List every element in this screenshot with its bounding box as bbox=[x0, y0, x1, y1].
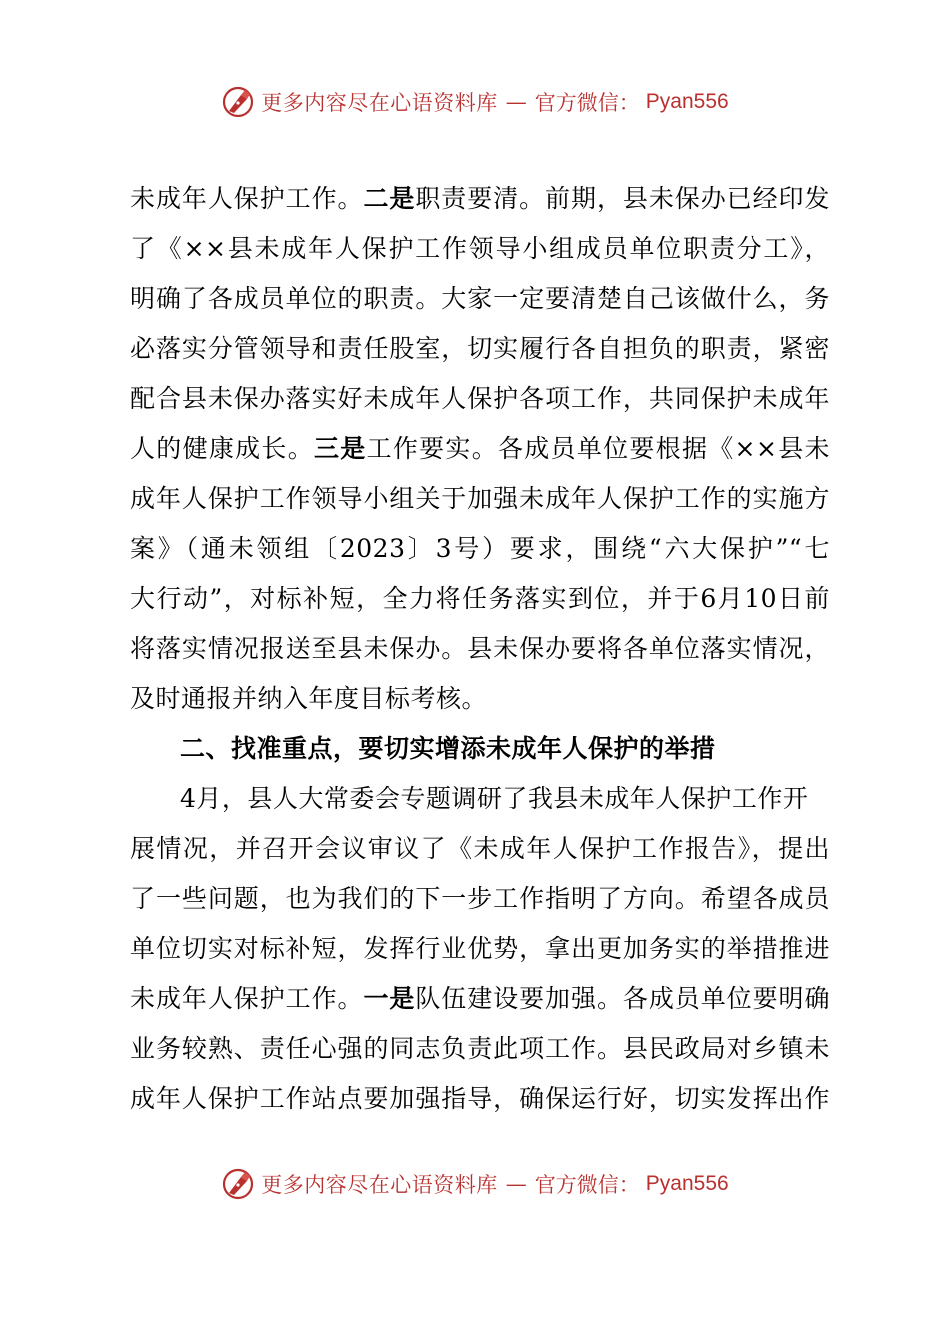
text-line: 单位切实对标补短，发挥行业优势，拿出更加务实的举措推进 bbox=[130, 934, 830, 963]
text-line: 大行动”，对标补短，全力将任务落实到位，并于6月10日前 bbox=[130, 584, 830, 613]
text-line: 未成年人保护工作。二是职责要清。前期，县未保办已经印发 bbox=[130, 184, 830, 213]
text-line: 成年人保护工作领导小组关于加强未成年人保护工作的实施方 bbox=[130, 484, 830, 513]
banner-text: 更多内容尽在心语资料库 bbox=[261, 1173, 498, 1197]
document-body bbox=[130, 174, 830, 1124]
text-line: 配合县未保办落实好未成年人保护各项工作，共同保护未成年 bbox=[130, 384, 830, 413]
banner-wechat-id: Pyan556 bbox=[645, 1172, 729, 1195]
section-heading: 二、找准重点，要切实增添未成年人保护的举措 bbox=[180, 734, 716, 763]
banner-wechat-label: 官方微信： bbox=[534, 91, 640, 115]
text-line: 了一些问题，也为我们的下一步工作指明了方向。希望各成员 bbox=[130, 884, 830, 913]
text-line: 了《××县未成年人保护工作领导小组成员单位职责分工》， bbox=[130, 234, 830, 263]
text-line: 未成年人保护工作。一是队伍建设要加强。各成员单位要明确 bbox=[130, 984, 830, 1013]
text-line: 案》（通未领组〔2023〕3号）要求，围绕“六大保护”“七 bbox=[130, 534, 830, 563]
text-line: 4月，县人大常委会专题调研了我县未成年人保护工作开 bbox=[180, 784, 809, 813]
banner-dash: — bbox=[505, 1172, 527, 1196]
header-banner bbox=[0, 80, 950, 124]
banner-text: 更多内容尽在心语资料库 bbox=[261, 91, 498, 115]
banner-wechat-id: Pyan556 bbox=[645, 90, 729, 113]
text-line: 人的健康成长。三是工作要实。各成员单位要根据《××县未 bbox=[130, 434, 830, 463]
text-line: 必落实分管领导和责任股室，切实履行各自担负的职责，紧密 bbox=[130, 334, 830, 363]
footer-banner bbox=[0, 1162, 950, 1206]
text-line: 及时通报并纳入年度目标考核。 bbox=[130, 684, 488, 713]
text-line: 将落实情况报送至县未保办。县未保办要将各单位落实情况， bbox=[130, 634, 830, 663]
emphasis-third: 三是 bbox=[313, 434, 367, 463]
pen-nib-logo-icon bbox=[221, 85, 255, 119]
banner-wechat-label: 官方微信： bbox=[534, 1173, 640, 1197]
pen-nib-logo-icon bbox=[221, 1167, 255, 1201]
text-line: 业务较熟、责任心强的同志负责此项工作。县民政局对乡镇未 bbox=[130, 1034, 830, 1063]
text-line: 成年人保护工作站点要加强指导，确保运行好，切实发挥出作 bbox=[130, 1084, 830, 1113]
text-line: 展情况，并召开会议审议了《未成年人保护工作报告》，提出 bbox=[130, 834, 830, 863]
text-line: 明确了各成员单位的职责。大家一定要清楚自己该做什么，务 bbox=[130, 284, 830, 313]
emphasis-second: 二是 bbox=[363, 184, 416, 213]
banner-dash: — bbox=[505, 90, 527, 114]
emphasis-first: 一是 bbox=[363, 984, 416, 1013]
